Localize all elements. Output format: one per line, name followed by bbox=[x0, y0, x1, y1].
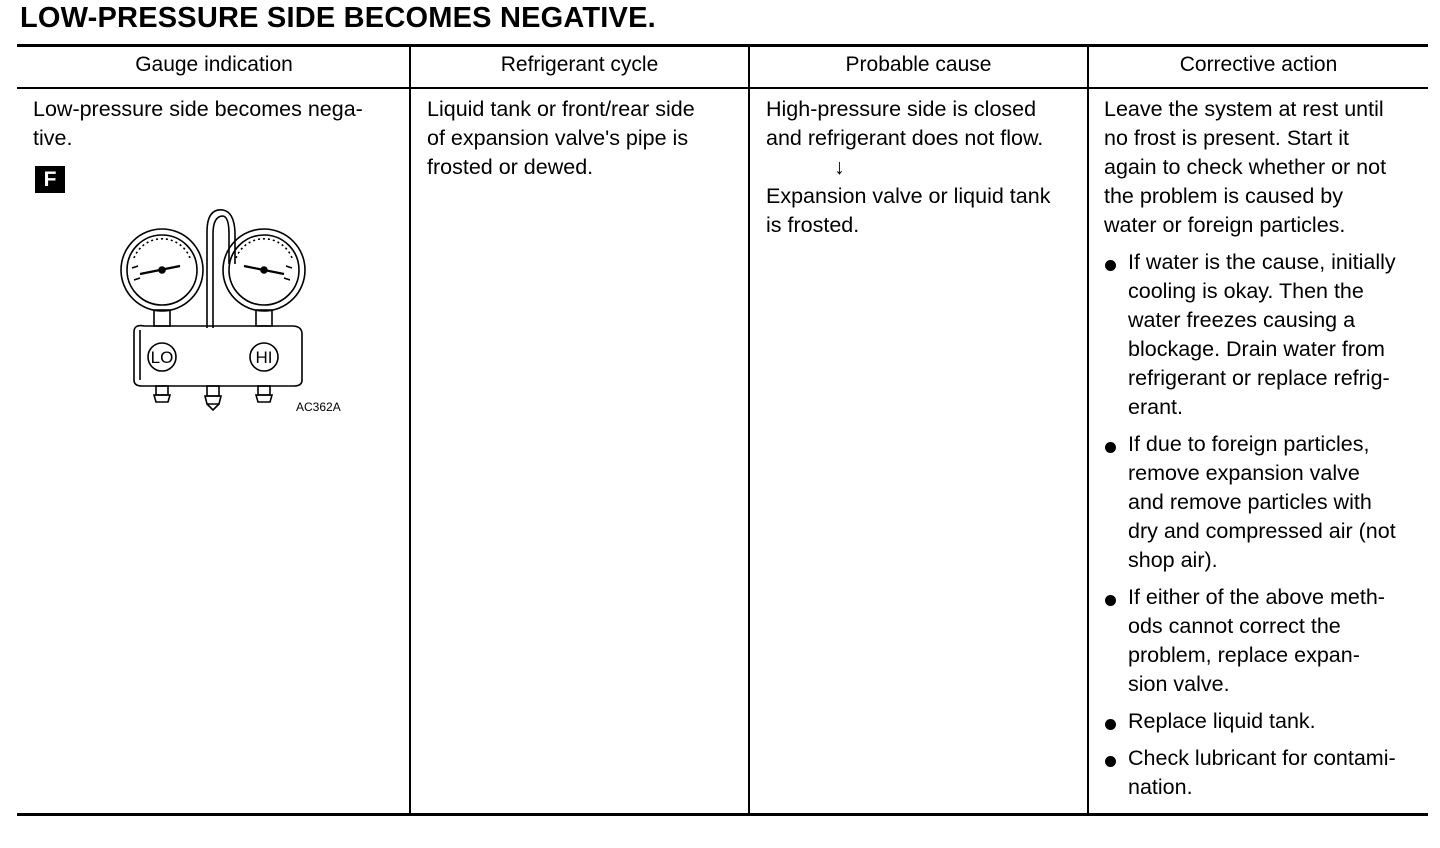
bullet-icon bbox=[1105, 719, 1116, 730]
probable-cause-cell bbox=[766, 95, 1084, 240]
list-item: Replace liquid tank. bbox=[1104, 707, 1426, 736]
list-item: If water is the cause, initially cooling is okay. Then the water freezes causing a blockage. Drain water from refrigerant or replace refrig- erant. bbox=[1104, 248, 1426, 422]
gauge-indication-text: Low-pressure side becomes nega- tive. bbox=[33, 97, 363, 150]
bullet-icon bbox=[1105, 756, 1116, 767]
page-title: LOW-PRESSURE SIDE BECOMES NEGATIVE. bbox=[20, 2, 656, 34]
probable-cause-line1: High-pressure side is closed and refrigerant does not flow. bbox=[766, 97, 1044, 150]
corrective-action-intro: Leave the system at rest until no frost is present. Start it again to check whether or not the problem is caused by water or foreign particles. bbox=[1104, 97, 1387, 237]
column-divider bbox=[409, 46, 411, 814]
down-arrow-icon: ↓ bbox=[834, 155, 845, 179]
bullet-icon bbox=[1105, 442, 1116, 453]
table-bottom-rule bbox=[17, 813, 1428, 816]
list-item: Check lubricant for contami- nation. bbox=[1104, 744, 1426, 802]
probable-cause-line2: Expansion valve or liquid tank is frosted. bbox=[766, 184, 1051, 237]
list-item: If due to foreign particles, remove expansion valve and remove particles with dry and compressed air (not shop air). bbox=[1104, 430, 1426, 575]
corrective-action-cell bbox=[1104, 95, 1426, 810]
header-refrigerant-cycle: Refrigerant cycle bbox=[500, 53, 659, 76]
header-gauge-indication: Gauge indication bbox=[135, 53, 293, 76]
table-header-rule bbox=[17, 87, 1428, 89]
column-divider bbox=[1087, 46, 1089, 814]
manifold-gauge-icon bbox=[110, 200, 370, 420]
bullet-icon bbox=[1105, 260, 1116, 271]
hi-label: HI bbox=[255, 348, 273, 367]
refrigerant-cycle-text: Liquid tank or front/rear side of expansion valve's pipe is frosted or dewed. bbox=[427, 97, 695, 179]
header-corrective-action: Corrective action bbox=[1179, 53, 1338, 76]
figure-code: AC362A bbox=[296, 400, 341, 414]
corrective-action-list bbox=[1104, 248, 1426, 802]
bullet-icon bbox=[1105, 595, 1116, 606]
lo-label: LO bbox=[150, 348, 174, 367]
column-divider bbox=[748, 46, 750, 814]
header-probable-cause: Probable cause bbox=[845, 53, 992, 76]
table-top-rule bbox=[17, 44, 1428, 47]
list-item: If either of the above meth- ods cannot correct the problem, replace expan- sion valve. bbox=[1104, 583, 1426, 699]
f-badge-icon: F bbox=[35, 166, 65, 193]
